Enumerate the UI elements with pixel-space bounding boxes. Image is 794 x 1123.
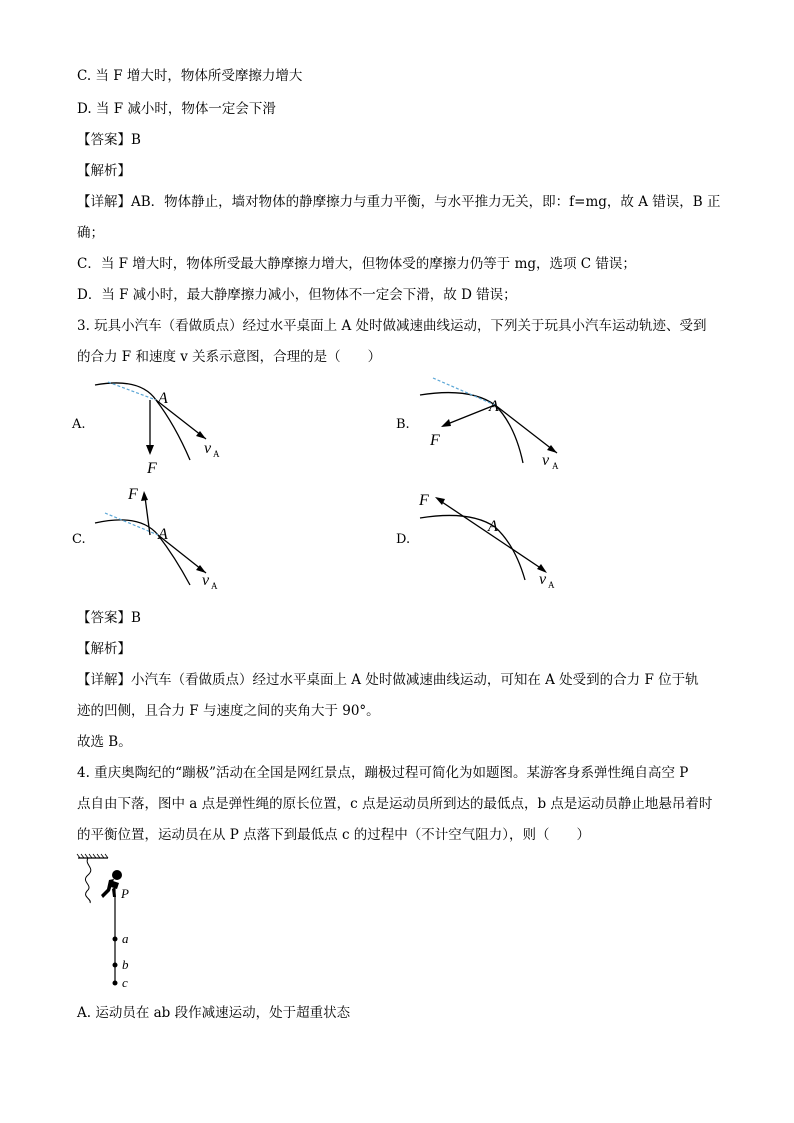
tangent-line — [433, 378, 495, 405]
trajectory-curve — [95, 520, 190, 585]
point-b-label: b — [122, 957, 129, 972]
force-arrow — [445, 405, 495, 425]
q4-stem-line-3: 的平衡位置，运动员在从 P 点落下到最低点 c 的过程中（不计空气阻力），则（ ） — [77, 827, 591, 843]
jumper-icon — [101, 870, 122, 898]
point-b — [113, 963, 118, 968]
elastic-rope — [85, 858, 90, 903]
q4-stem-line-2: 点自由下落，图中 a 点是弹性绳的原长位置，c 点是运动员所到达的最低点，b 点是运动员静止地悬吊着时 — [77, 796, 713, 812]
q2-detail-line-2: 确； — [77, 225, 104, 241]
option-a-diagram — [90, 375, 250, 475]
q2-detail-line-3: C．当 F 增大时，物体所受最大静摩擦力增大，但物体受的摩擦力仍等于 mg，选项 C 错误； — [77, 256, 636, 272]
option-c-diagram — [90, 485, 250, 595]
velocity-arrow — [495, 405, 557, 453]
q3-answer: 【答案】B — [77, 610, 141, 626]
point-c — [113, 981, 118, 986]
velocity-label: v — [539, 571, 547, 588]
option-c-label: C. — [72, 532, 86, 547]
velocity-subscript: A — [211, 581, 218, 591]
q2-option-c: C. 当 F 增大时，物体所受摩擦力增大 — [77, 68, 303, 84]
point-label: A — [158, 526, 168, 543]
point-a — [113, 937, 118, 942]
option-b-label: B. — [396, 417, 410, 432]
force-arrowhead — [441, 419, 451, 427]
velocity-arrow — [439, 500, 545, 571]
q3-analysis-heading: 【解析】 — [77, 641, 131, 657]
velocity-label: v — [202, 572, 210, 589]
velocity-label: v — [204, 440, 212, 457]
q3-conclusion: 故选 B。 — [77, 734, 132, 750]
q2-analysis-heading: 【解析】 — [77, 163, 131, 179]
q4-stem-line-1: 4. 重庆奥陶纪的“蹦极”活动在全国是网红景点，蹦极过程可简化为如题图。某游客身系弹性绳自高空 P — [77, 765, 689, 781]
velocity-subscript: A — [548, 580, 555, 590]
velocity-label: v — [542, 452, 550, 469]
q3-detail-line-1: 【详解】小汽车（看做质点）经过水平桌面上 A 处时做减速曲线运动，可知在 A 处受到的合力 F 位于轨 — [77, 672, 699, 688]
force-label: F — [147, 460, 157, 477]
force-label: F — [419, 492, 429, 509]
point-c-label: c — [122, 975, 128, 990]
force-label: F — [128, 486, 138, 503]
q3-stem-line-1: 3. 玩具小汽车（看做质点）经过水平桌面上 A 处时做减速曲线运动，下列关于玩具小汽车运动轨迹、受到 — [77, 318, 707, 334]
q2-option-d: D. 当 F 减小时，物体一定会下滑 — [77, 101, 276, 117]
q3-stem-line-2: 的合力 F 和速度 v 关系示意图，合理的是（ ） — [77, 349, 382, 365]
option-d-diagram — [415, 485, 575, 595]
point-a-label: a — [122, 931, 129, 946]
q2-answer: 【答案】B — [77, 132, 141, 148]
point-p-label: P — [121, 886, 129, 901]
q2-detail-line-1: 【详解】AB．物体静止，墙对物体的静摩擦力与重力平衡，与水平推力无关，即：f=mg，故 A 错误，B 正 — [77, 194, 721, 210]
force-arrowhead — [141, 491, 148, 501]
force-label: F — [430, 432, 440, 449]
force-arrowhead — [146, 445, 154, 455]
option-a-label: A. — [72, 417, 86, 432]
trajectory-curve — [420, 393, 523, 463]
force-arrow — [145, 497, 150, 535]
q3-detail-line-2: 迹的凹侧，且合力 F 与速度之间的夹角大于 90°。 — [77, 703, 380, 719]
q2-detail-line-4: D．当 F 减小时，最大静摩擦力减小，但物体不一定会下滑，故 D 错误； — [77, 287, 517, 303]
option-b-diagram — [415, 375, 575, 475]
force-arrowhead — [435, 497, 445, 505]
q4-option-a: A. 运动员在 ab 段作减速运动，处于超重状态 — [77, 1005, 351, 1021]
velocity-subscript: A — [213, 449, 220, 459]
option-d-label: D. — [396, 532, 411, 547]
point-label: A — [158, 390, 168, 407]
velocity-subscript: A — [552, 461, 559, 471]
point-label: A — [488, 518, 498, 535]
bungee-diagram — [70, 853, 150, 993]
point-label: A — [489, 398, 499, 415]
